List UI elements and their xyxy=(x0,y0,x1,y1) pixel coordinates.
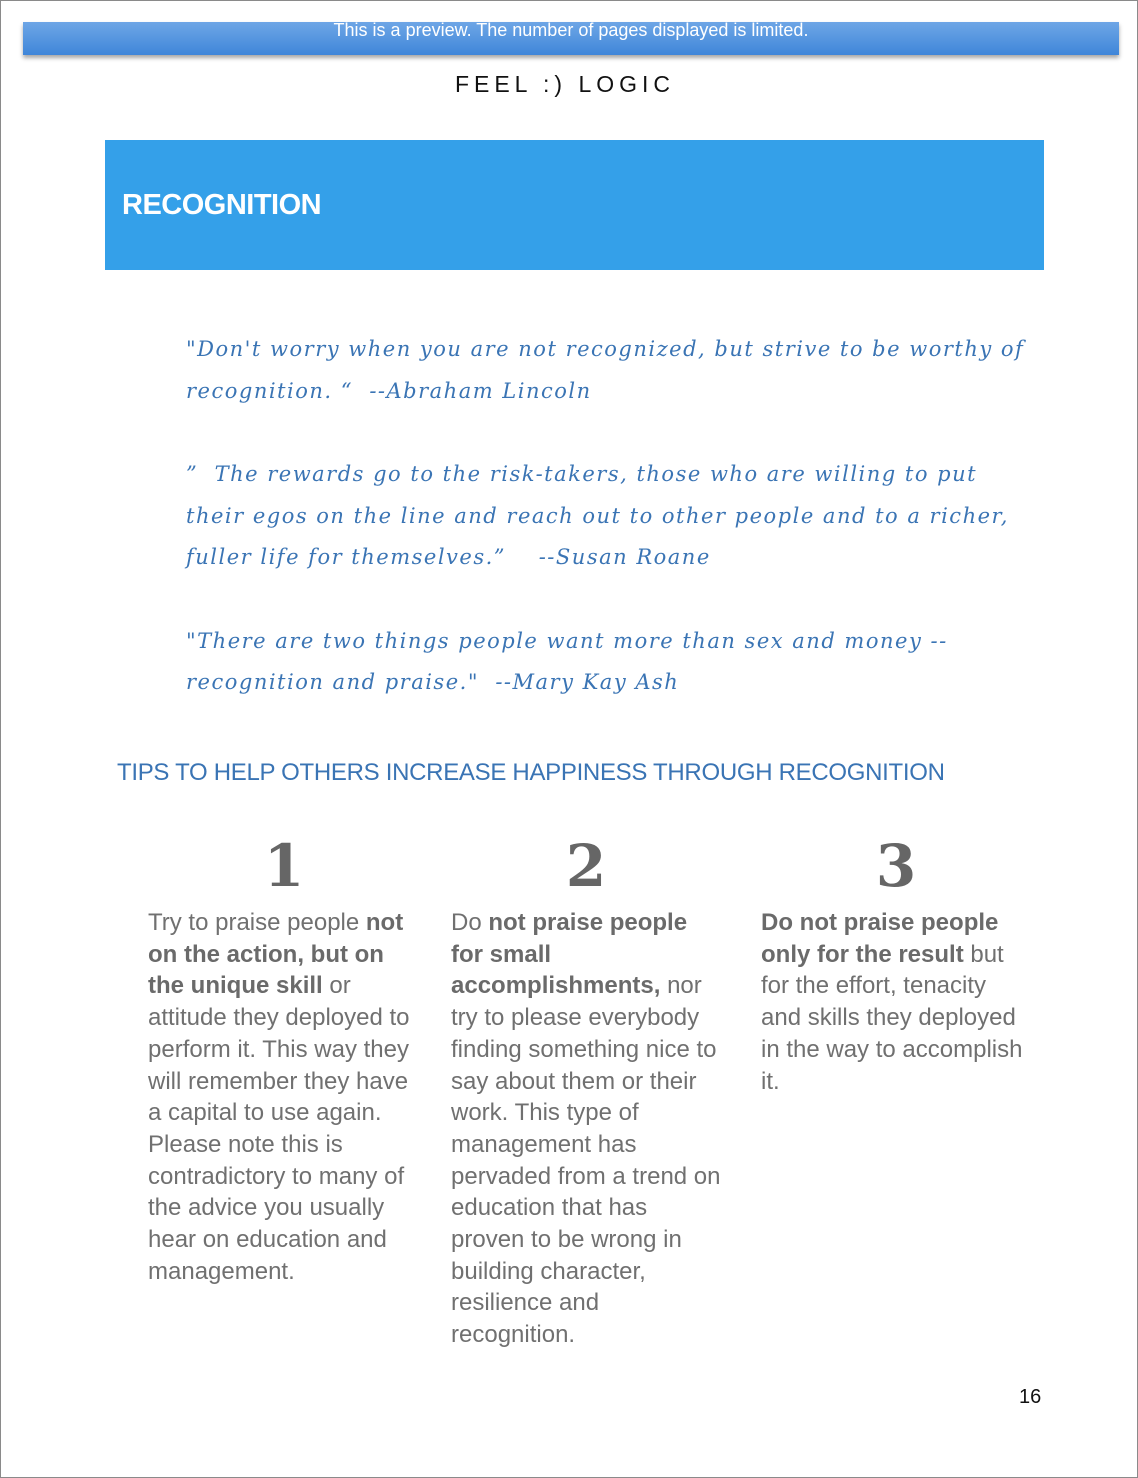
tip-text-plain: nor try to please everybody finding something nice to say about them or their work. This type of management has pervaded from a trend on education that has proven to be wrong in building character, resilience and recognition. xyxy=(451,972,721,1349)
quotes-block xyxy=(186,329,1033,746)
page-number: 16 xyxy=(1019,1386,1042,1408)
preview-banner xyxy=(23,22,1119,55)
tip-text-plain: but for the effort, tenacity and skills they deployed in the way to accomplish it. xyxy=(761,940,1023,1095)
tips-heading: TIPS TO HELP OTHERS INCREASE HAPPINESS THROUGH RECOGNITION xyxy=(117,759,945,786)
tip-text-bold: Do not praise people only for the result xyxy=(761,909,999,968)
tip-text-bold: not on the action, but on the unique skill xyxy=(148,909,404,1000)
section-title: RECOGNITION xyxy=(122,189,322,221)
tip-number-1: 1 xyxy=(263,832,305,900)
quote-lincoln: "Don't worry when you are not recognized, but strive to be worthy of recognition. “ --Abraham Lincoln xyxy=(186,337,1033,403)
tip-column-1 xyxy=(148,831,420,1287)
tip-text-bold: not praise people for small accomplishments, xyxy=(451,909,688,1000)
tip-column-2 xyxy=(451,831,721,1351)
tip-text-plain: Try to praise people xyxy=(148,909,366,936)
tip-number-2: 2 xyxy=(565,832,607,900)
tip-column-3 xyxy=(761,831,1031,1097)
tip-text-2 xyxy=(451,907,721,1351)
page-header-title: FEEL :) LOGIC xyxy=(454,71,676,97)
tip-number-3: 3 xyxy=(875,832,917,900)
section-header-band xyxy=(105,140,1044,270)
tip-text-plain: or attitude they deployed to perform it. This way they will remember they have a capital to use again. Please note this is contradictory to many of the advice you usually hear on education and management. xyxy=(148,972,410,1285)
tip-text-1 xyxy=(148,907,420,1287)
preview-banner-text: This is a preview. The number of pages displayed is limited. xyxy=(333,22,809,40)
tip-text-plain: Do xyxy=(451,909,489,936)
quote-roane: ” The rewards go to the risk-takers, those who are willing to put their egos on the line and reach out to other people and to a richer, fuller life for themselves.” --Susan Roane xyxy=(186,462,1018,569)
quote-ash: "There are two things people want more than sex and money -- recognition and praise." --Mary Kay Ash xyxy=(186,628,956,694)
tip-text-3 xyxy=(761,907,1031,1097)
